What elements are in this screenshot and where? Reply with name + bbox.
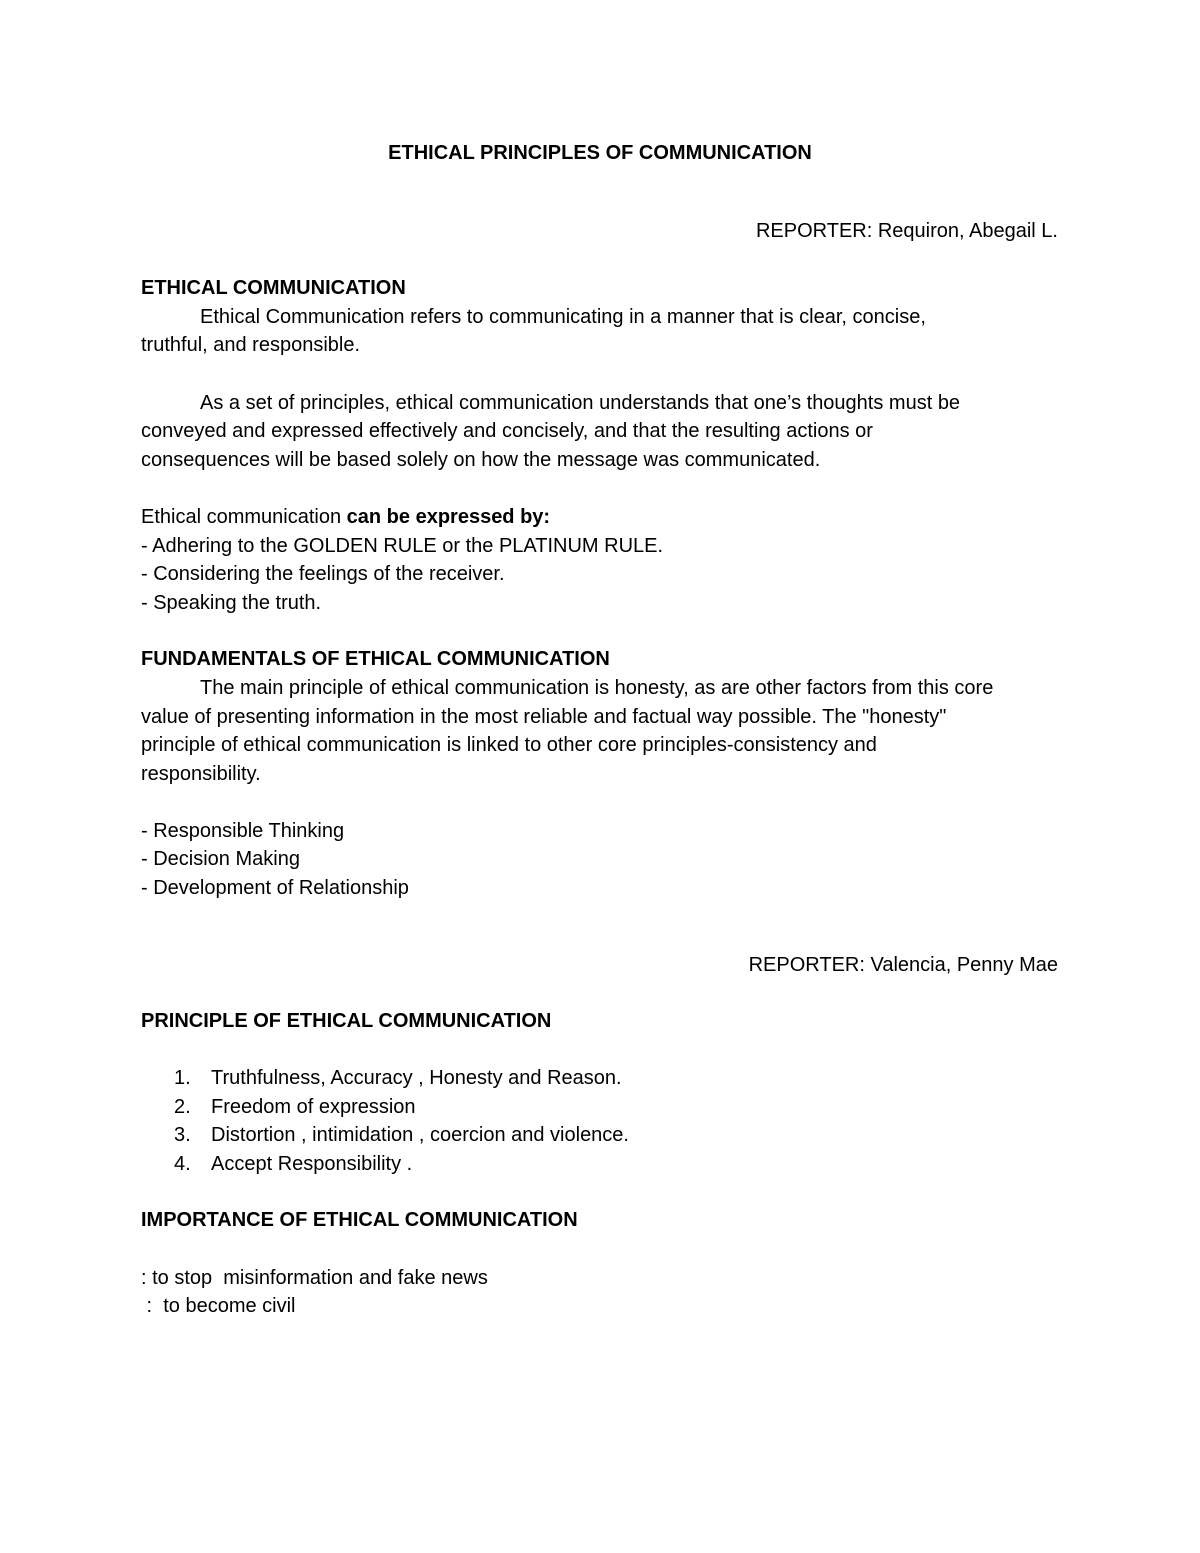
expressed-bold: can be expressed by: xyxy=(346,506,551,528)
section-heading-importance: IMPORTANCE OF ETHICAL COMMUNICATION xyxy=(141,1209,578,1231)
paragraph-line: conveyed and expressed effectively and concisely, and that the resulting actions or xyxy=(141,420,873,442)
list-item: Freedom of expression xyxy=(211,1096,416,1118)
list-item: - Adhering to the GOLDEN RULE or the PLATINUM RULE. xyxy=(141,535,664,557)
list-item: - Decision Making xyxy=(141,848,300,870)
list-item: - Responsible Thinking xyxy=(141,820,345,842)
list-number: 4. xyxy=(174,1153,191,1175)
expressed-by-line xyxy=(141,505,550,529)
list-item: - Considering the feelings of the receiver. xyxy=(141,563,505,585)
list-number: 1. xyxy=(174,1067,191,1089)
paragraph-line: Ethical Communication refers to communicating in a manner that is clear, concise, xyxy=(200,306,926,328)
list-item: : to become civil xyxy=(141,1295,296,1317)
list-number: 2. xyxy=(174,1096,191,1118)
paragraph-line: consequences will be based solely on how the message was communicated. xyxy=(141,449,821,471)
list-item: : to stop misinformation and fake news xyxy=(141,1267,488,1289)
list-item: - Speaking the truth. xyxy=(141,592,322,614)
paragraph-line: As a set of principles, ethical communication understands that one’s thoughts must be xyxy=(200,392,961,414)
list-item: - Development of Relationship xyxy=(141,877,409,899)
section-heading-principle: PRINCIPLE OF ETHICAL COMMUNICATION xyxy=(141,1010,552,1032)
paragraph-line: truthful, and responsible. xyxy=(141,334,361,356)
paragraph-line: principle of ethical communication is linked to other core principles-consistency and xyxy=(141,734,877,756)
list-item: Accept Responsibility . xyxy=(211,1153,413,1175)
list-item: Distortion , intimidation , coercion and violence. xyxy=(211,1124,629,1146)
paragraph-line: value of presenting information in the most reliable and factual way possible. The "honesty" xyxy=(141,706,947,728)
list-item: Truthfulness, Accuracy , Honesty and Reason. xyxy=(211,1067,622,1089)
reporter-line-2: REPORTER: Valencia, Penny Mae xyxy=(748,954,1058,976)
section-heading-ethical-communication: ETHICAL COMMUNICATION xyxy=(141,277,406,299)
section-heading-fundamentals: FUNDAMENTALS OF ETHICAL COMMUNICATION xyxy=(141,648,610,670)
list-number: 3. xyxy=(174,1124,191,1146)
document-title: ETHICAL PRINCIPLES OF COMMUNICATION xyxy=(388,142,812,164)
expressed-prefix: Ethical communication xyxy=(141,506,347,528)
paragraph-line: The main principle of ethical communication is honesty, as are other factors from this core xyxy=(200,677,994,699)
paragraph-line: responsibility. xyxy=(141,763,261,785)
reporter-line-1: REPORTER: Requiron, Abegail L. xyxy=(755,220,1058,242)
